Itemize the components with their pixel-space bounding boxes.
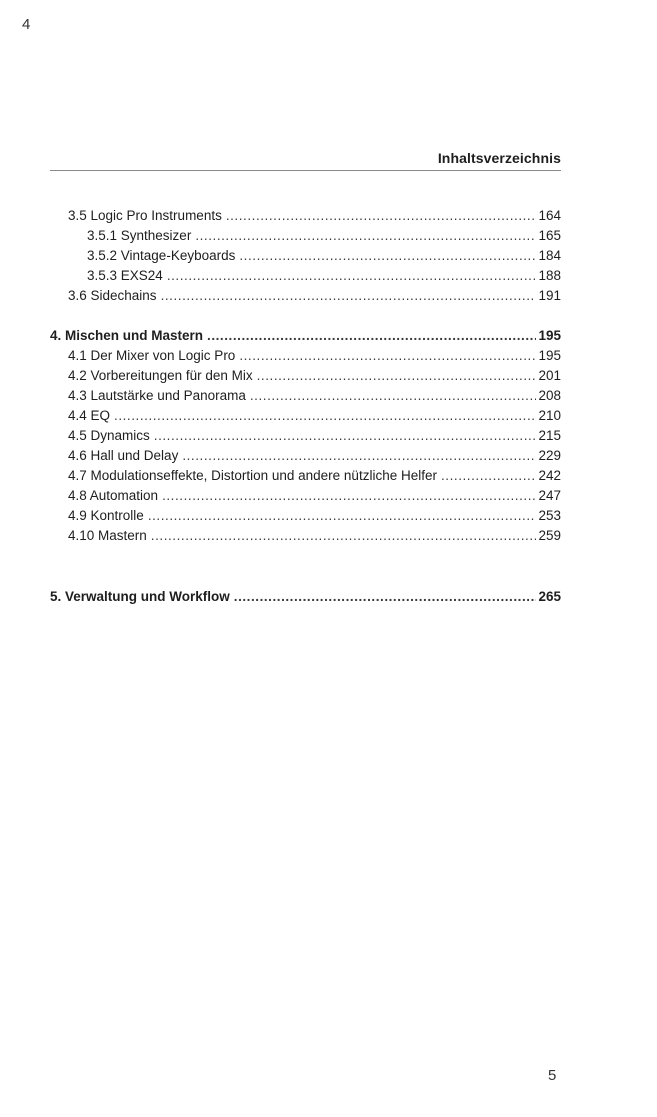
toc-dot-leader [234, 587, 537, 607]
toc-entry-page: 210 [538, 408, 561, 423]
toc-dot-leader [239, 346, 536, 366]
toc-entry-page: 215 [538, 428, 561, 443]
page-number-right: 5 [548, 1067, 557, 1084]
toc-entry [50, 206, 561, 226]
toc-entry [50, 266, 561, 286]
toc-entry-page: 208 [538, 388, 561, 403]
toc-dot-leader [154, 426, 537, 446]
toc-dot-leader [226, 206, 537, 226]
toc-dot-leader [182, 446, 536, 466]
toc-entry-title: 3.5.1 Synthesizer [87, 228, 192, 243]
toc-dot-leader [151, 526, 537, 546]
toc-entry [50, 246, 561, 266]
toc-section-5 [50, 587, 561, 607]
toc-entry-title: 3.5.3 EXS24 [87, 268, 163, 283]
toc-dot-leader [441, 466, 536, 486]
toc-entry [50, 526, 561, 546]
toc-entry-title: 4.8 Automation [68, 488, 159, 503]
toc-entry [50, 406, 561, 426]
toc-entry-title: 4.5 Dynamics [68, 428, 150, 443]
toc-entry-page: 164 [538, 208, 561, 223]
toc-entry [50, 466, 561, 486]
toc-dot-leader [167, 266, 537, 286]
toc-entry [50, 386, 561, 406]
toc-dot-leader [207, 326, 536, 346]
toc-entry-page: 242 [538, 468, 561, 483]
page-number-left: 4 [22, 16, 31, 33]
toc-entry [50, 506, 561, 526]
toc-dot-leader [250, 386, 537, 406]
toc-entry [50, 366, 561, 386]
toc-section-3 [50, 206, 561, 306]
toc-entry-title: 4.9 Kontrolle [68, 508, 144, 523]
toc-entry [50, 346, 561, 366]
toc-dot-leader [195, 226, 536, 246]
toc-entry-page: 265 [538, 589, 561, 604]
toc-entry [50, 226, 561, 246]
toc-entry [50, 486, 561, 506]
toc-section-4 [50, 326, 561, 546]
toc-entry-title: 4.3 Lautstärke und Panorama [68, 388, 246, 403]
toc-entry-title: 4.1 Der Mixer von Logic Pro [68, 348, 236, 363]
toc-entry-page: 229 [538, 448, 561, 463]
toc-entry-page: 195 [538, 348, 561, 363]
toc-entry-page: 188 [538, 268, 561, 283]
toc-entry [50, 426, 561, 446]
toc-entry [50, 587, 561, 607]
toc-entry [50, 326, 561, 346]
toc-dot-leader [239, 246, 536, 266]
toc-dot-leader [114, 406, 536, 426]
toc-entry-title: 3.5.2 Vintage-Keyboards [87, 248, 236, 263]
toc-entry-page: 259 [538, 528, 561, 543]
toc-entry-page: 201 [538, 368, 561, 383]
toc-entry-title: 3.5 Logic Pro Instruments [68, 208, 222, 223]
toc-entry-title: 3.6 Sidechains [68, 288, 157, 303]
toc-entry-title: 5. Verwaltung und Workflow [50, 589, 230, 604]
toc-entry-page: 165 [538, 228, 561, 243]
toc-entry [50, 446, 561, 466]
toc-entry-title: 4.4 EQ [68, 408, 111, 423]
toc-entry-page: 195 [538, 328, 561, 343]
toc-dot-leader [257, 366, 537, 386]
toc-dot-leader [148, 506, 537, 526]
toc-dot-leader [161, 286, 537, 306]
toc-entry-page: 247 [538, 488, 561, 503]
toc-dot-leader [162, 486, 536, 506]
toc-entry-page: 191 [538, 288, 561, 303]
toc-entry-page: 184 [538, 248, 561, 263]
toc-entry-title: 4.6 Hall und Delay [68, 448, 179, 463]
toc-entry-title: 4.7 Modulationseffekte, Distortion und andere nützliche Helfer [68, 468, 437, 483]
toc-entry-title: 4. Mischen und Mastern [50, 328, 204, 343]
toc-entry [50, 286, 561, 306]
header-title: Inhaltsverzeichnis [437, 150, 561, 166]
toc-entry-page: 253 [538, 508, 561, 523]
running-header [50, 150, 561, 171]
toc-entry-title: 4.2 Vorbereitungen für den Mix [68, 368, 253, 383]
toc-entry-title: 4.10 Mastern [68, 528, 147, 543]
